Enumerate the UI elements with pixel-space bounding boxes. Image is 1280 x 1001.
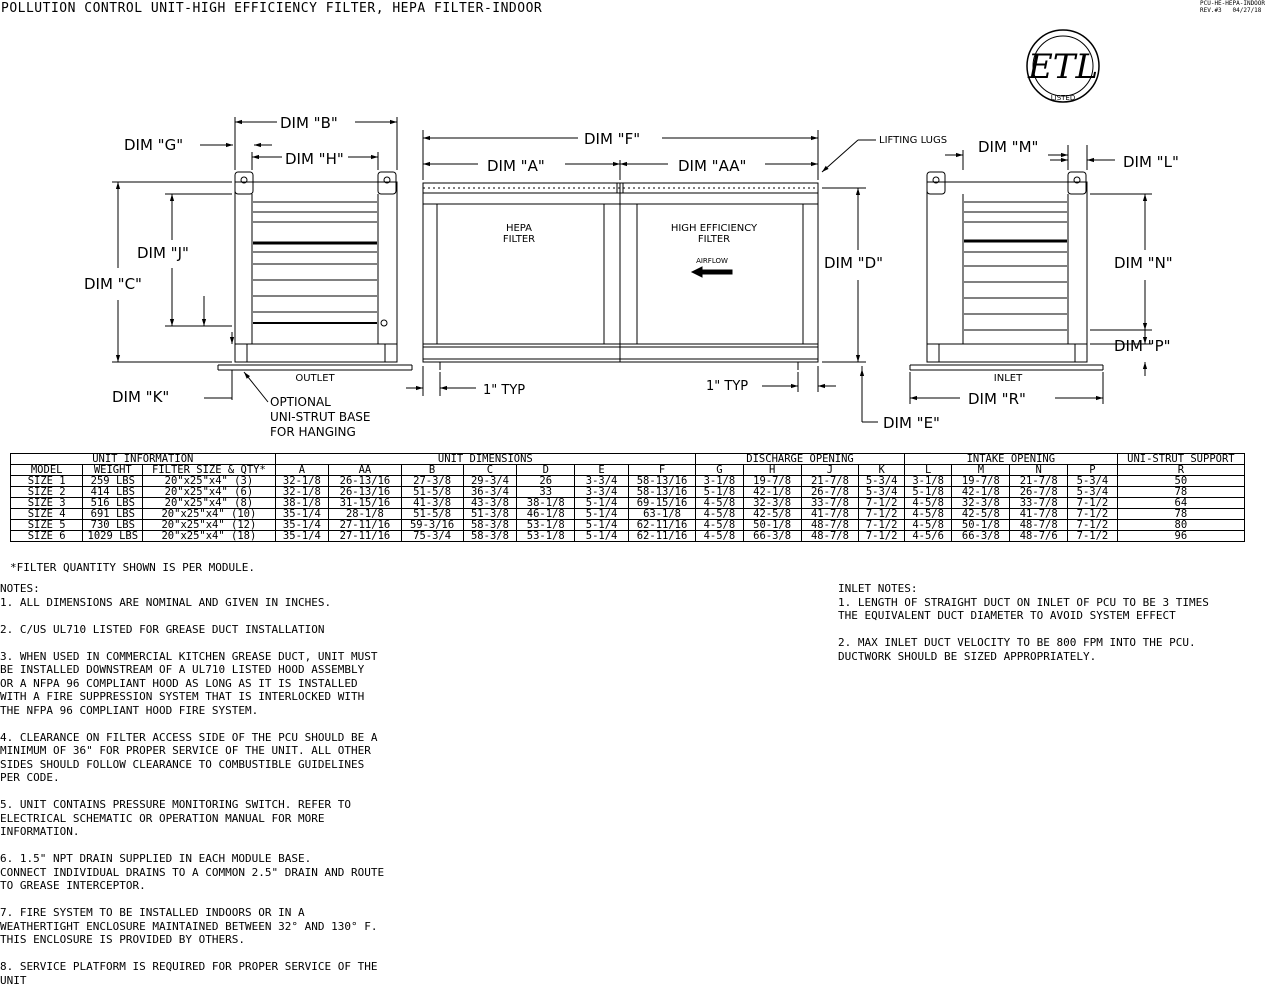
column-header: K [859, 465, 905, 476]
table-cell: 4-5/8 [696, 498, 744, 509]
table-cell: 58-13/16 [628, 476, 695, 487]
group-unit-information: UNIT INFORMATION [11, 454, 276, 465]
table-cell: 51-5/8 [401, 487, 463, 498]
table-cell: 20"x25"x4" (18) [143, 531, 275, 542]
dim-g-label: DIM "G" [124, 136, 184, 154]
dim-d-label: DIM "D" [824, 254, 884, 272]
table-cell: 26-7/8 [1010, 487, 1068, 498]
table-cell: 26-13/16 [329, 487, 401, 498]
typ-label-right: 1" TYP [706, 379, 749, 394]
table-cell: 42-1/8 [743, 487, 801, 498]
table-cell: 48-7/8 [801, 531, 859, 542]
table-cell: 7-1/2 [859, 498, 905, 509]
outlet-end-view [218, 172, 412, 370]
column-header: D [517, 465, 575, 476]
table-cell: 27-11/16 [329, 531, 401, 542]
table-cell: 41-7/8 [1010, 509, 1068, 520]
table-cell: 7-1/2 [1068, 509, 1118, 520]
table-cell: SIZE 3 [11, 498, 83, 509]
dim-n-label: DIM "N" [1114, 254, 1173, 272]
table-cell: 96 [1117, 531, 1244, 542]
table-cell: 35-1/4 [275, 531, 329, 542]
table-cell: 38-1/8 [517, 498, 575, 509]
table-cell: 5-3/4 [859, 476, 905, 487]
table-cell: 4-5/8 [696, 509, 744, 520]
dim-l-label: DIM "L" [1123, 153, 1179, 171]
column-header: AA [329, 465, 401, 476]
table-cell: 5-1/4 [575, 520, 629, 531]
table-cell: 59-3/16 [401, 520, 463, 531]
lifting-lugs-label: LIFTING LUGS [879, 135, 948, 146]
column-header: B [401, 465, 463, 476]
note-item: 2. MAX INLET DUCT VELOCITY TO BE 800 FPM INTO THE PCU. DUCTWORK SHOULD BE SIZED APPROPRIATELY. [838, 636, 1196, 663]
dim-aa-label: DIM "AA" [678, 157, 747, 175]
typ-label-left: 1" TYP [483, 383, 526, 398]
table-cell: 5-3/4 [1068, 487, 1118, 498]
note-item: 5. UNIT CONTAINS PRESSURE MONITORING SWITCH. REFER TO ELECTRICAL SCHEMATIC OR OPERATION MANUAL FOR MORE INFORMATION. [0, 798, 351, 838]
table-cell: 78 [1117, 487, 1244, 498]
column-header: MODEL [11, 465, 83, 476]
page-title: POLLUTION CONTROL UNIT-HIGH EFFICIENCY FILTER, HEPA FILTER-INDOOR [1, 1, 543, 16]
inlet-notes-title: INLET NOTES: [838, 582, 918, 595]
table-cell: 58-3/8 [463, 531, 517, 542]
column-header: F [628, 465, 695, 476]
table-cell: 691 LBS [83, 509, 143, 520]
column-header: J [801, 465, 859, 476]
table-cell: 5-1/4 [575, 509, 629, 520]
table-group-header-row [11, 454, 1245, 465]
group-uni-strut-support: UNI-STRUT SUPPORT [1117, 454, 1244, 465]
table-cell: 19-7/8 [743, 476, 801, 487]
dim-e-label: DIM "E" [883, 414, 940, 432]
table-cell: 64 [1117, 498, 1244, 509]
table-cell: 80 [1117, 520, 1244, 531]
table-cell: 53-1/8 [517, 520, 575, 531]
table-cell: 7-1/2 [859, 509, 905, 520]
note-item: 2. C/US UL710 LISTED FOR GREASE DUCT INSTALLATION [0, 622, 325, 636]
table-cell: 32-1/8 [275, 476, 329, 487]
table-cell: 41-3/8 [401, 498, 463, 509]
table-cell: 7-1/2 [859, 520, 905, 531]
table-cell: 69-15/16 [628, 498, 695, 509]
note-item: 1. ALL DIMENSIONS ARE NOMINAL AND GIVEN IN INCHES. [0, 595, 332, 609]
notes-list [0, 596, 460, 988]
table-cell: 20"x25"x4" (10) [143, 509, 275, 520]
table-row [11, 531, 1245, 542]
table-cell: 48-7/8 [1010, 520, 1068, 531]
dim-p-label: DIM "P" [1114, 337, 1171, 355]
table-cell: 48-7/8 [801, 520, 859, 531]
etl-listed-logo [1027, 30, 1099, 102]
optional-label-2: UNI-STRUT BASE [270, 410, 371, 424]
notes-title: NOTES: [0, 582, 40, 595]
table-cell: 5-1/4 [575, 531, 629, 542]
table-cell: 7-1/2 [859, 531, 905, 542]
table-cell: 50-1/8 [743, 520, 801, 531]
table-row [11, 476, 1245, 487]
column-header: H [743, 465, 801, 476]
hepa-label-1: HEPA [505, 223, 533, 234]
dim-a-label: DIM "A" [487, 157, 545, 175]
column-header: G [696, 465, 744, 476]
table-cell: 48-7/6 [1010, 531, 1068, 542]
table-column-header-row [11, 465, 1245, 476]
dim-c-label: DIM "C" [84, 275, 142, 293]
dim-m-label: DIM "M" [978, 138, 1039, 156]
table-cell: 33 [517, 487, 575, 498]
table-cell: 7-1/2 [1068, 520, 1118, 531]
table-cell: 50 [1117, 476, 1244, 487]
table-cell: 58-13/16 [628, 487, 695, 498]
technical-drawing [0, 0, 1280, 452]
table-row [11, 520, 1245, 531]
table-cell: 21-7/8 [801, 476, 859, 487]
table-cell: 7-1/2 [1068, 498, 1118, 509]
note-item: 4. CLEARANCE ON FILTER ACCESS SIDE OF THE PCU SHOULD BE A MINIMUM OF 36" FOR PROPER SERVICE OF THE UNIT. ALL OTHER SIDES SHOULD FOLLOW CLEARANCE TO COMBUSTIBLE GUIDELINES PER CODE. [0, 730, 378, 784]
table-cell: 5-1/4 [575, 498, 629, 509]
table-footnote: *FILTER QUANTITY SHOWN IS PER MODULE. [10, 561, 256, 574]
table-cell: 66-3/8 [952, 531, 1010, 542]
table-cell: 31-15/16 [329, 498, 401, 509]
table-cell: 51-5/8 [401, 509, 463, 520]
note-item: 1. LENGTH OF STRAIGHT DUCT ON INLET OF PCU TO BE 3 TIMES THE EQUIVALENT DUCT DIAMETER TO AVOID SYSTEM EFFECT [838, 595, 1209, 622]
note-item: 6. 1.5" NPT DRAIN SUPPLIED IN EACH MODULE BASE. CONNECT INDIVIDUAL DRAINS TO A COMMON 2.5" DRAIN AND ROUTE TO GREASE INTERCEPTOR. [0, 852, 385, 892]
table-cell: 41-7/8 [801, 509, 859, 520]
table-cell: SIZE 1 [11, 476, 83, 487]
table-cell: 26 [517, 476, 575, 487]
table-cell: 26-7/8 [801, 487, 859, 498]
table-cell: 20"x25"x4" (6) [143, 487, 275, 498]
column-header: C [463, 465, 517, 476]
table-cell: 32-3/8 [952, 498, 1010, 509]
table-cell: 20"x25"x4" (3) [143, 476, 275, 487]
inlet-notes-list [838, 596, 1278, 664]
inlet-label: INLET [993, 373, 1023, 384]
table-cell: 66-3/8 [743, 531, 801, 542]
dim-k-label: DIM "K" [112, 388, 170, 406]
table-cell: 63-1/8 [628, 509, 695, 520]
table-cell: 5-3/4 [859, 487, 905, 498]
table-cell: 4-5/8 [904, 498, 952, 509]
column-header: E [575, 465, 629, 476]
table-cell: 5-1/8 [904, 487, 952, 498]
table-cell: 53-1/8 [517, 531, 575, 542]
table-cell: SIZE 5 [11, 520, 83, 531]
airflow-arrow-icon [692, 267, 732, 277]
optional-label-3: FOR HANGING [270, 425, 356, 439]
table-cell: 62-11/16 [628, 531, 695, 542]
column-header: FILTER SIZE & QTY* [143, 465, 275, 476]
table-cell: 29-3/4 [463, 476, 517, 487]
column-header: A [275, 465, 329, 476]
table-cell: 3-3/4 [575, 487, 629, 498]
table-cell: 28-1/8 [329, 509, 401, 520]
table-cell: 20"x25"x4" (12) [143, 520, 275, 531]
table-cell: 516 LBS [83, 498, 143, 509]
column-header: WEIGHT [83, 465, 143, 476]
note-item: 7. FIRE SYSTEM TO BE INSTALLED INDOORS OR IN A WEATHERTIGHT ENCLOSURE MAINTAINED BETWEEN 32° AND 130° F. THIS ENCLOSURE IS PROVIDED BY OTHERS. [0, 906, 378, 946]
table-cell: 19-7/8 [952, 476, 1010, 487]
dim-h-label: DIM "H" [285, 150, 344, 168]
table-cell: 3-1/8 [904, 476, 952, 487]
table-cell: 3-3/4 [575, 476, 629, 487]
table-cell: 32-3/8 [743, 498, 801, 509]
hepa-label-2: FILTER [502, 234, 536, 245]
table-row [11, 487, 1245, 498]
table-cell: 5-3/4 [1068, 476, 1118, 487]
etl-logo-sub: LISTED [1050, 94, 1076, 102]
table-cell: SIZE 2 [11, 487, 83, 498]
high-efficiency-label-1: HIGH EFFICIENCY [670, 223, 758, 234]
table-cell: 51-3/8 [463, 509, 517, 520]
table-cell: 42-1/8 [952, 487, 1010, 498]
note-item: 3. WHEN USED IN COMMERCIAL KITCHEN GREASE DUCT, UNIT MUST BE INSTALLED DOWNSTREAM OF A UL710 LISTED HOOD ASSEMBLY OR A NFPA 96 COMPLIANT HOOD AS LONG AS IT IS INSTALLED WITH A FIRE SUPPRESSION SYSTEM THAT IS INTERLOCKED WITH THE NFPA 96 COMPLIANT HOOD FIRE SYSTEM. [0, 649, 378, 717]
inlet-end-view [910, 172, 1103, 370]
outlet-label: OUTLET [295, 373, 335, 384]
table-cell: SIZE 4 [11, 509, 83, 520]
table-cell: 33-7/8 [801, 498, 859, 509]
table-cell: 5-1/8 [696, 487, 744, 498]
table-cell: SIZE 6 [11, 531, 83, 542]
table-cell: 4-5/8 [696, 520, 744, 531]
dim-b-label: DIM "B" [280, 114, 338, 132]
table-cell: 58-3/8 [463, 520, 517, 531]
table-cell: 33-7/8 [1010, 498, 1068, 509]
table-cell: 4-5/6 [904, 531, 952, 542]
table-cell: 43-3/8 [463, 498, 517, 509]
table-row [11, 509, 1245, 520]
column-header: L [904, 465, 952, 476]
notes-section [0, 582, 460, 1001]
table-cell: 50-1/8 [952, 520, 1010, 531]
table-cell: 35-1/4 [275, 520, 329, 531]
table-cell: 7-1/2 [1068, 531, 1118, 542]
table-cell: 4-5/8 [696, 531, 744, 542]
column-header: R [1117, 465, 1244, 476]
dim-f-label: DIM "F" [584, 130, 641, 148]
etl-logo-text: ETL [1027, 47, 1099, 87]
column-header: P [1068, 465, 1118, 476]
table-cell: 35-1/4 [275, 509, 329, 520]
table-cell: 42-5/8 [743, 509, 801, 520]
table-cell: 32-1/8 [275, 487, 329, 498]
table-cell: 26-13/16 [329, 476, 401, 487]
table-cell: 42-5/8 [952, 509, 1010, 520]
airflow-label: AIRFLOW [696, 257, 728, 265]
table-cell: 27-11/16 [329, 520, 401, 531]
optional-label-1: OPTIONAL [270, 395, 331, 409]
table-body [11, 476, 1245, 542]
column-header: N [1010, 465, 1068, 476]
table-cell: 46-1/8 [517, 509, 575, 520]
table-cell: 1029 LBS [83, 531, 143, 542]
table-cell: 4-5/8 [904, 520, 952, 531]
table-cell: 20"x25"x4" (8) [143, 498, 275, 509]
table-cell: 3-1/8 [696, 476, 744, 487]
table-cell: 414 LBS [83, 487, 143, 498]
group-discharge-opening: DISCHARGE OPENING [696, 454, 905, 465]
table-cell: 38-1/8 [275, 498, 329, 509]
table-cell: 27-3/8 [401, 476, 463, 487]
table-cell: 62-11/16 [628, 520, 695, 531]
table-cell: 36-3/4 [463, 487, 517, 498]
table-cell: 78 [1117, 509, 1244, 520]
high-efficiency-label-2: FILTER [697, 234, 731, 245]
dim-j-label: DIM "J" [137, 244, 189, 262]
dim-r-label: DIM "R" [968, 390, 1026, 408]
table-row [11, 498, 1245, 509]
unit-specification-table [10, 453, 1245, 542]
group-unit-dimensions: UNIT DIMENSIONS [275, 454, 696, 465]
side-view [423, 183, 818, 370]
table-cell: 4-5/8 [904, 509, 952, 520]
column-header: M [952, 465, 1010, 476]
table-cell: 75-3/4 [401, 531, 463, 542]
document-id: PCU-HE-HEPA-INDOOR [1200, 0, 1266, 7]
inlet-notes-section [838, 582, 1278, 677]
table-cell: 21-7/8 [1010, 476, 1068, 487]
note-item: 8. SERVICE PLATFORM IS REQUIRED FOR PROPER SERVICE OF THE UNIT [0, 960, 378, 987]
table-cell: 730 LBS [83, 520, 143, 531]
group-intake-opening: INTAKE OPENING [904, 454, 1117, 465]
table-cell: 259 LBS [83, 476, 143, 487]
revision-label: REV.#3 04/27/18 [1200, 7, 1262, 14]
